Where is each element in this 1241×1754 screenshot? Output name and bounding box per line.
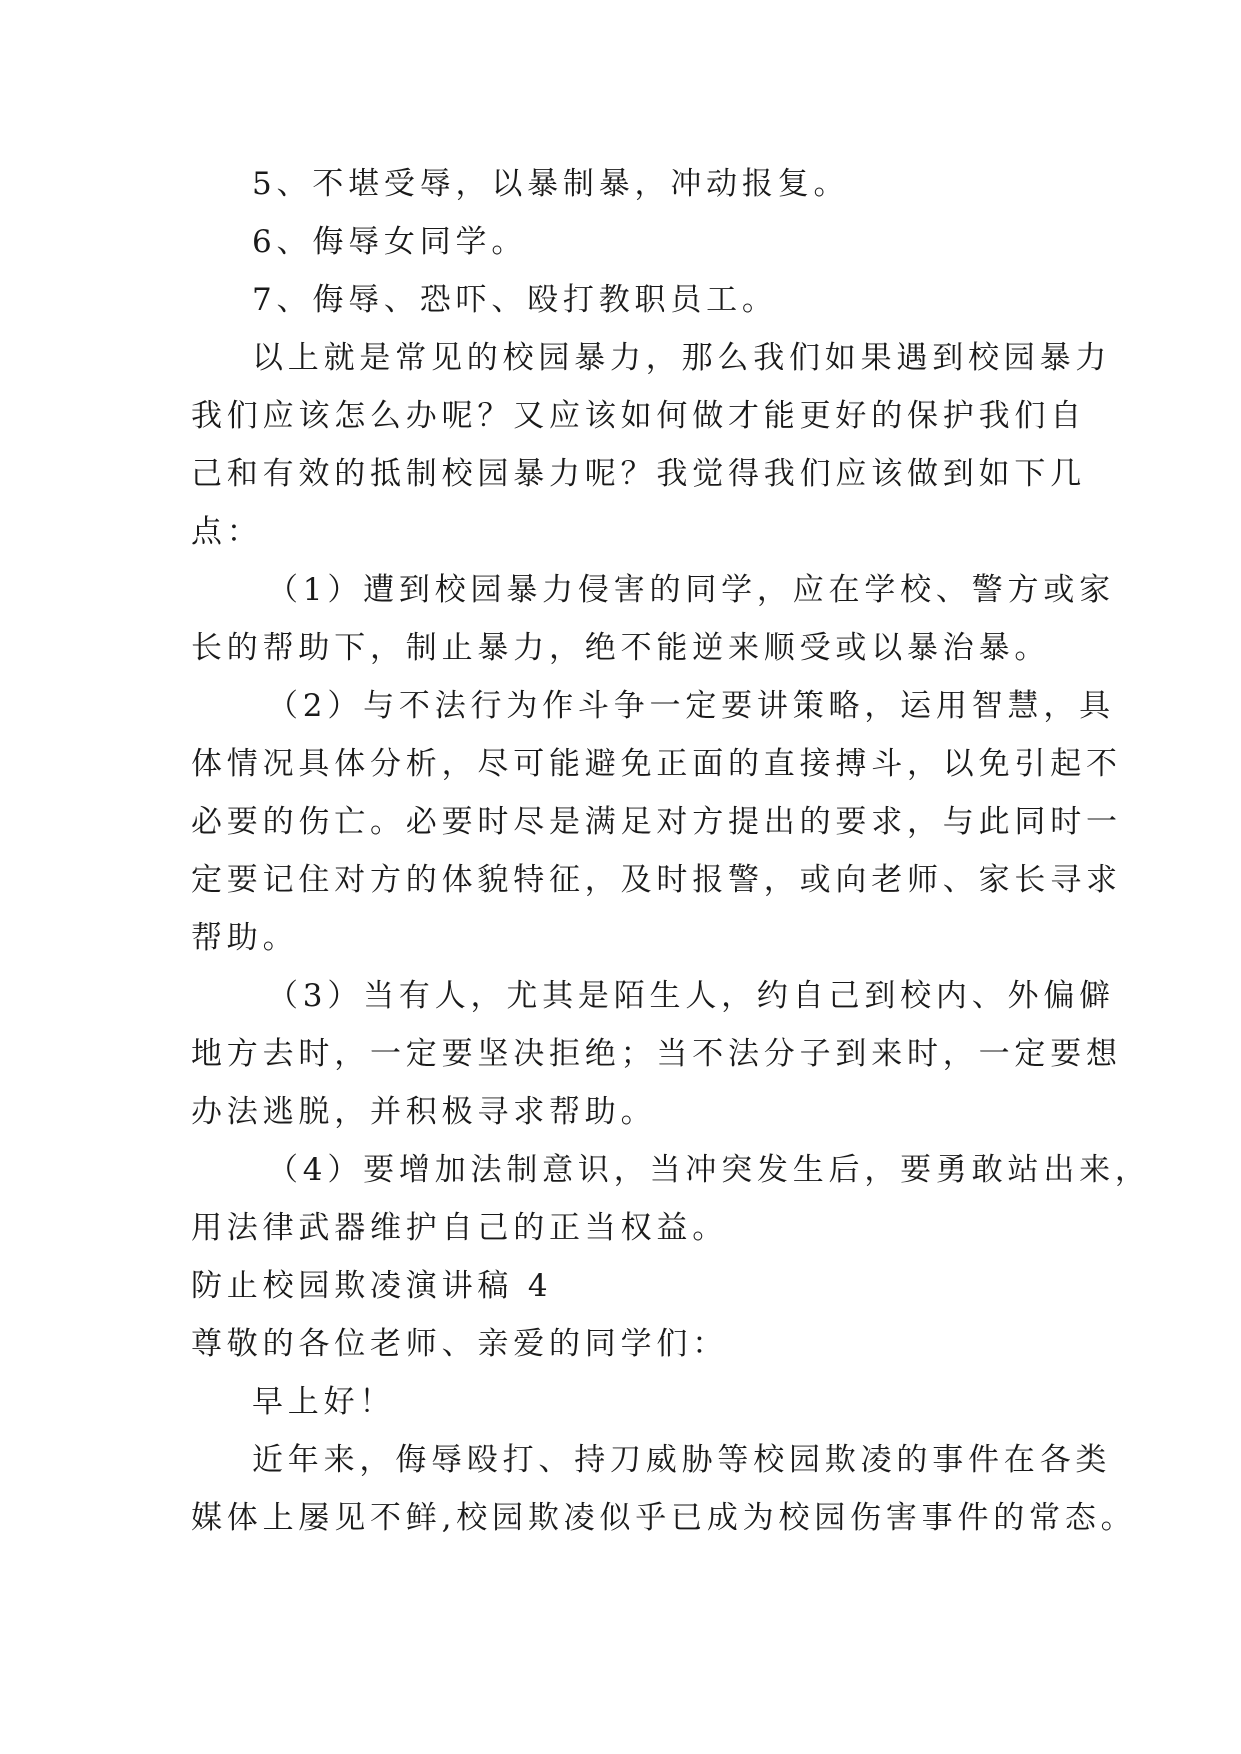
paragraph-line: 体情况具体分析，尽可能避免正面的直接搏斗，以免引起不: [191, 746, 1122, 782]
paragraph-line: 我们应该怎么办呢？又应该如何做才能更好的保护我们自: [191, 398, 1086, 434]
paragraph-line: 地方去时，一定要坚决拒绝；当不法分子到来时，一定要想: [191, 1036, 1122, 1072]
paragraph-line: 办法逃脱，并积极寻求帮助。: [191, 1094, 657, 1130]
paragraph-line: （3）当有人，尤其是陌生人，约自己到校内、外偏僻: [267, 978, 1115, 1014]
paragraph-line: 帮助。: [191, 920, 299, 956]
paragraph-line: 点：: [191, 514, 263, 550]
paragraph-line: 以上就是常见的校园暴力，那么我们如果遇到校园暴力: [252, 340, 1112, 376]
paragraph-line: 长的帮助下，制止暴力，绝不能逆来顺受或以暴治暴。: [191, 630, 1051, 666]
paragraph-line: （2）与不法行为作斗争一定要讲策略，运用智慧，具: [267, 688, 1115, 724]
greeting: 早上好！: [252, 1384, 396, 1420]
list-item-7: 7、侮辱、恐吓、殴打教职员工。: [252, 282, 778, 318]
paragraph-line: 己和有效的抵制校园暴力呢？我觉得我们应该做到如下几: [191, 456, 1086, 492]
paragraph-line: 必要的伤亡。必要时尽是满足对方提出的要求，与此同时一: [191, 804, 1122, 840]
salutation: 尊敬的各位老师、亲爱的同学们：: [191, 1326, 728, 1362]
paragraph-line: 定要记住对方的体貌特征，及时报警，或向老师、家长寻求: [191, 862, 1122, 898]
list-item-6: 6、侮辱女同学。: [252, 224, 528, 260]
paragraph-line: 用法律武器维护自己的正当权益。: [191, 1210, 728, 1246]
paragraph-line: 近年来，侮辱殴打、持刀威胁等校园欺凌的事件在各类: [252, 1442, 1112, 1478]
paragraph-line: （4）要增加法制意识，当冲突发生后，要勇敢站出来，: [267, 1152, 1151, 1188]
list-item-5: 5、不堪受辱，以暴制暴，冲动报复。: [252, 166, 850, 202]
paragraph-line: （1）遭到校园暴力侵害的同学，应在学校、警方或家: [267, 572, 1115, 608]
paragraph-line: 媒体上屡见不鲜,校园欺凌似乎已成为校园伤害事件的常态。: [191, 1500, 1137, 1536]
section-heading: 防止校园欺凌演讲稿 4: [191, 1268, 553, 1304]
